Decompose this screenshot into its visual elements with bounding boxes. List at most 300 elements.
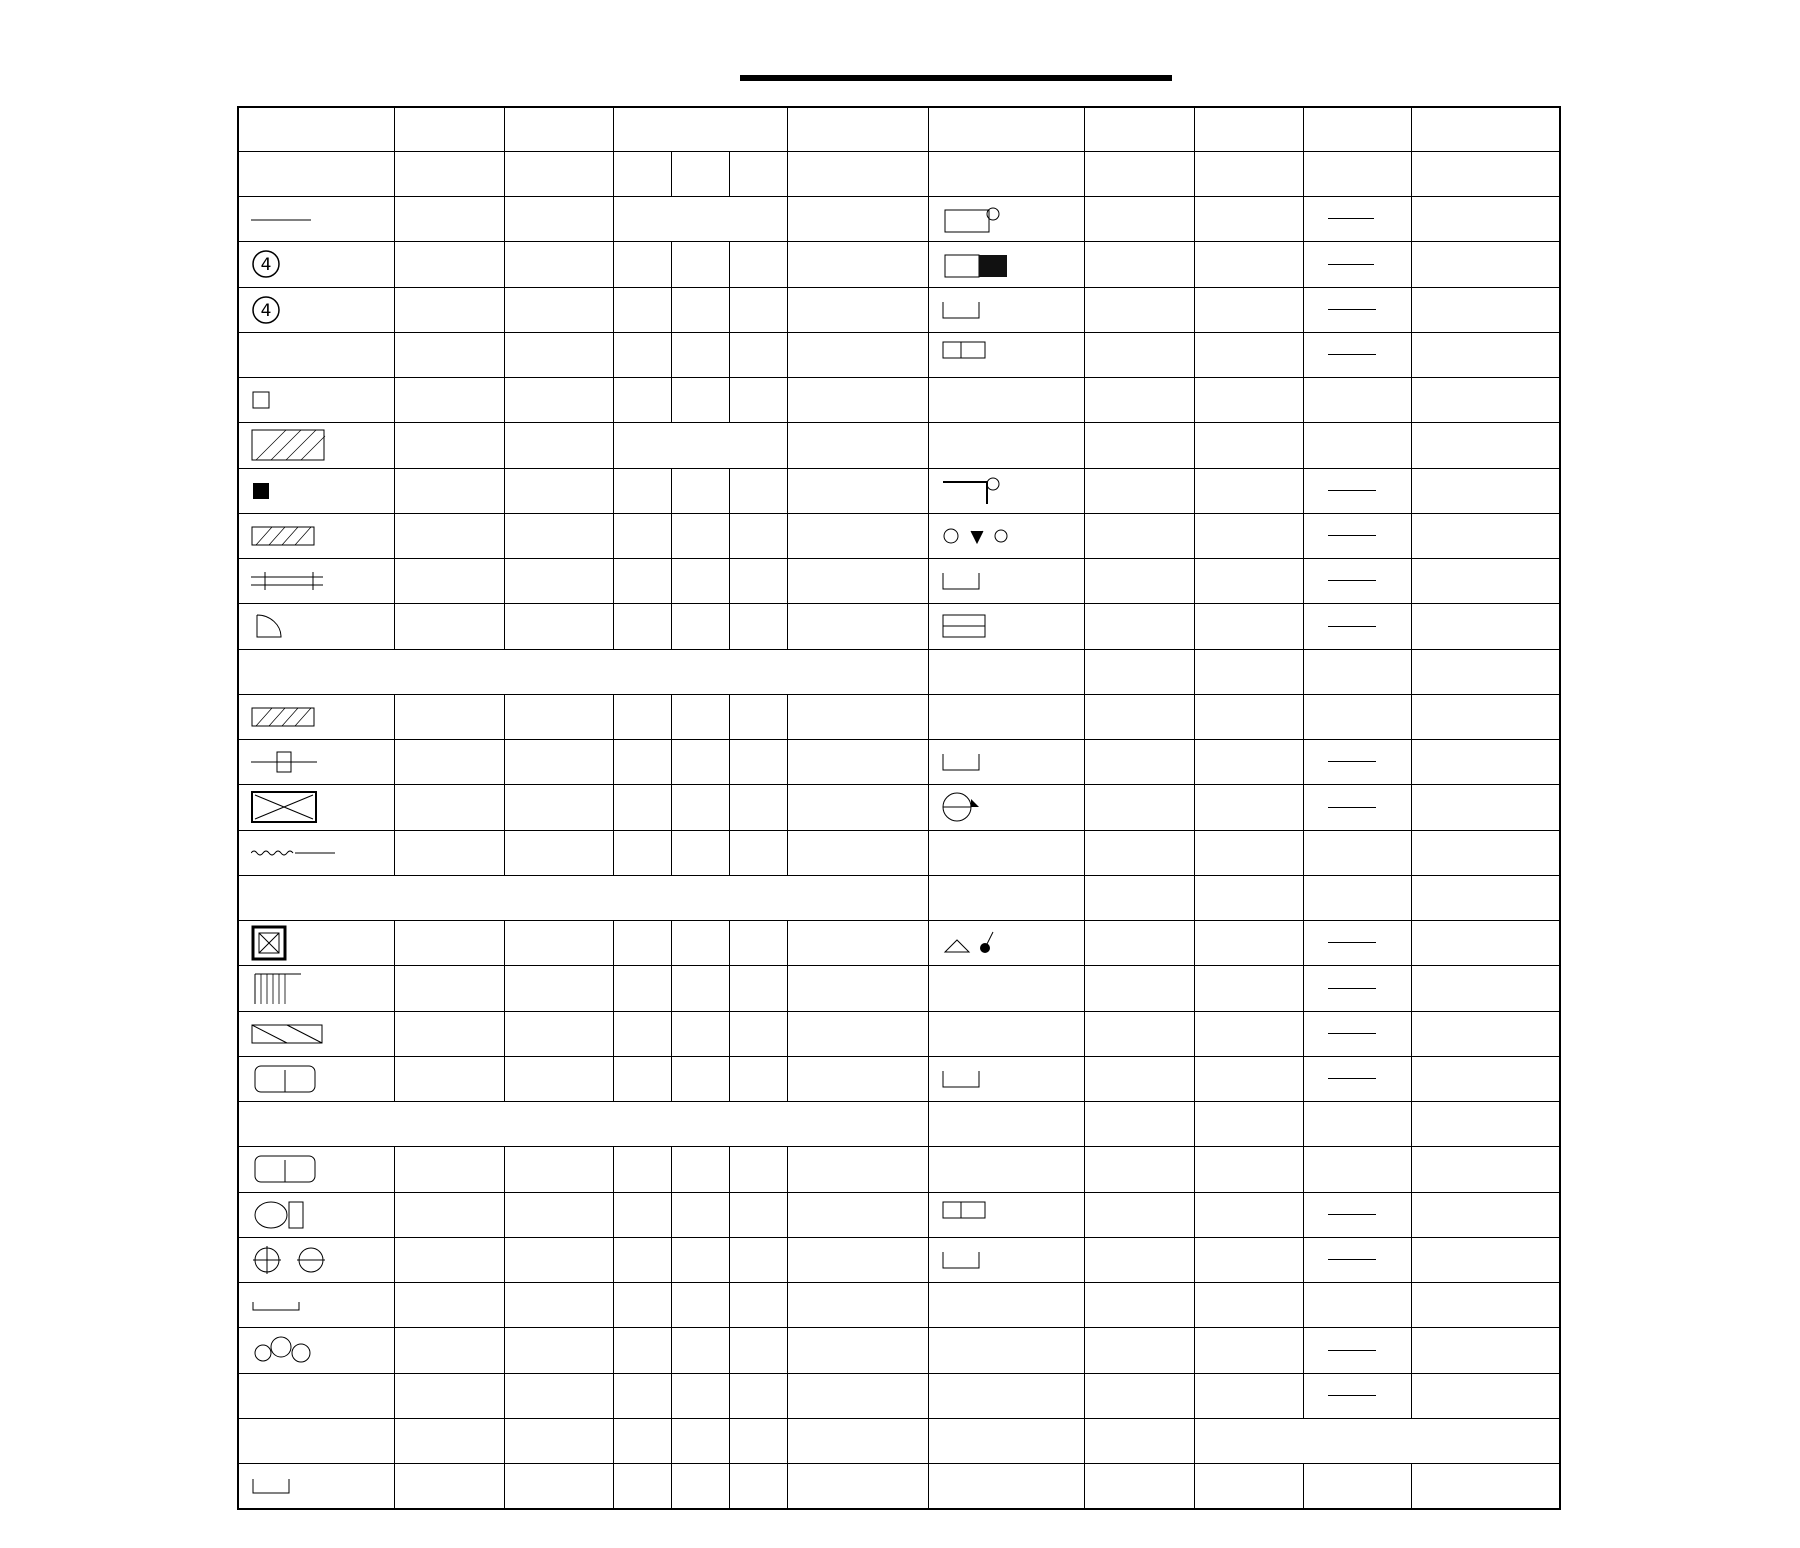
header-layer <box>1195 107 1303 151</box>
row-name <box>238 468 394 513</box>
row-layer <box>505 1328 613 1373</box>
table-row <box>238 921 1560 966</box>
print-top <box>1328 264 1374 265</box>
empty-cell <box>1085 649 1195 694</box>
index-mark-icon <box>941 789 981 825</box>
row-a1 <box>729 1011 787 1056</box>
row-name <box>238 423 394 468</box>
row-color <box>1085 1464 1195 1509</box>
empty-cell <box>1303 1283 1411 1328</box>
row-color <box>394 378 504 423</box>
row-layer <box>1195 1328 1303 1373</box>
section-title <box>238 875 928 920</box>
empty-cell <box>928 378 1084 423</box>
table-row <box>238 1373 1560 1418</box>
row-a3 <box>613 513 671 558</box>
row-name <box>238 966 394 1011</box>
empty-cell <box>1085 1102 1195 1147</box>
row-a2 <box>671 1464 729 1509</box>
row-layer <box>505 1237 613 1282</box>
row-remark <box>788 1147 928 1192</box>
row-name <box>928 785 1084 830</box>
row-a2 <box>671 785 729 830</box>
row-name <box>238 830 394 875</box>
row-print <box>1303 1056 1411 1101</box>
row-color <box>1085 740 1195 785</box>
row-name <box>928 1237 1084 1282</box>
row-color <box>394 423 504 468</box>
row-color <box>1085 1373 1195 1418</box>
row-print <box>1303 785 1411 830</box>
row-a3 <box>613 242 671 287</box>
row-a1 <box>729 1373 787 1418</box>
empty-cell <box>1303 378 1411 423</box>
empty-cell <box>1411 649 1560 694</box>
row-color <box>394 468 504 513</box>
table-row <box>238 740 1560 785</box>
table-row <box>238 1283 1560 1328</box>
row-a2 <box>671 559 729 604</box>
row-color <box>1085 604 1195 649</box>
row-a3 <box>613 1147 671 1192</box>
header-print <box>613 107 788 151</box>
empty-cell <box>1411 378 1560 423</box>
row-a1 <box>729 694 787 739</box>
row-a3 <box>613 287 671 332</box>
print-line-sample <box>1328 490 1376 491</box>
row-remark <box>788 1464 928 1509</box>
empty-cell <box>1085 1147 1195 1192</box>
row-remark <box>1411 1192 1560 1237</box>
row-color <box>1085 1056 1195 1101</box>
row-color <box>394 785 504 830</box>
row-a2 <box>671 513 729 558</box>
row-remark <box>788 694 928 739</box>
row-color <box>394 1283 504 1328</box>
row-a1 <box>729 378 787 423</box>
floor-fill-icon <box>941 247 1011 281</box>
table-row <box>238 649 1560 694</box>
print-line-sample <box>1328 1259 1376 1260</box>
empty-cell <box>1303 830 1411 875</box>
row-print <box>613 423 788 468</box>
row-a3 <box>613 1464 671 1509</box>
row-remark <box>1411 468 1560 513</box>
row-remark <box>788 966 928 1011</box>
empty-cell <box>1085 151 1195 196</box>
row-name <box>238 694 394 739</box>
print-line-sample <box>1328 761 1376 762</box>
row-remark <box>788 378 928 423</box>
row-name <box>928 1418 1084 1463</box>
row-remark <box>1411 1328 1560 1373</box>
table-row <box>238 468 1560 513</box>
table-row <box>238 242 1560 287</box>
row-remark <box>788 1192 928 1237</box>
table-row <box>238 423 1560 468</box>
header-color <box>394 107 504 151</box>
empty-cell <box>1411 694 1560 739</box>
row-print <box>1303 966 1411 1011</box>
row-remark <box>1411 1011 1560 1056</box>
section-title <box>928 423 1084 468</box>
section-title <box>928 1147 1084 1192</box>
axis-number-icon <box>251 295 281 325</box>
empty-cell <box>1085 875 1195 920</box>
row-color <box>1085 966 1195 1011</box>
row-name <box>928 1328 1084 1373</box>
row-remark <box>788 604 928 649</box>
row-a2 <box>671 1373 729 1418</box>
row-layer <box>505 1056 613 1101</box>
section-title <box>928 694 1084 739</box>
page-title <box>740 20 1170 80</box>
row-a2 <box>671 378 729 423</box>
empty-cell <box>1195 875 1303 920</box>
row-remark <box>788 1056 928 1101</box>
row-a2 <box>671 1056 729 1101</box>
table-row <box>238 1102 1560 1147</box>
row-color <box>394 287 504 332</box>
row-remark <box>788 197 928 242</box>
empty-cell <box>505 151 613 196</box>
row-name <box>928 1011 1084 1056</box>
row-name <box>238 1328 394 1373</box>
dimension-icon <box>251 1477 291 1495</box>
row-layer <box>1195 921 1303 966</box>
row-a1 <box>729 921 787 966</box>
row-color <box>394 604 504 649</box>
print-line-sample <box>1328 354 1376 355</box>
row-a3 <box>613 694 671 739</box>
row-a3 <box>613 1328 671 1373</box>
row-layer <box>505 1147 613 1192</box>
row-a2 <box>671 287 729 332</box>
row-layer <box>1195 242 1303 287</box>
row-remark <box>1411 332 1560 377</box>
row-remark <box>788 287 928 332</box>
row-name <box>928 197 1084 242</box>
row-color <box>394 197 504 242</box>
row-layer <box>1195 1373 1303 1418</box>
row-a2 <box>671 1147 729 1192</box>
row-layer <box>1195 966 1303 1011</box>
print-line-sample <box>1328 942 1376 943</box>
dimension-icon <box>941 752 981 772</box>
print-line-sample <box>1328 807 1376 808</box>
ceiling-outline-icon <box>941 476 1001 506</box>
row-name <box>238 513 394 558</box>
row-layer <box>505 423 613 468</box>
header-layer <box>505 107 613 151</box>
empty-cell <box>1303 649 1411 694</box>
row-a1 <box>729 966 787 1011</box>
row-layer <box>1195 1192 1303 1237</box>
row-name <box>238 1418 394 1463</box>
row-color <box>394 1192 504 1237</box>
row-remark <box>788 242 928 287</box>
row-a1 <box>729 1237 787 1282</box>
row-layer <box>1195 740 1303 785</box>
title-underline <box>740 75 1172 81</box>
row-layer <box>505 1192 613 1237</box>
row-name <box>238 1056 394 1101</box>
row-color <box>394 921 504 966</box>
table-row <box>238 875 1560 920</box>
print-line-sample <box>1328 1033 1376 1034</box>
print-line-sample <box>1328 1078 1376 1079</box>
row-remark <box>788 830 928 875</box>
header-remark <box>788 107 928 151</box>
table-row <box>238 332 1560 377</box>
empty-cell <box>1085 378 1195 423</box>
hatch-icon <box>251 429 327 461</box>
row-remark <box>788 921 928 966</box>
print-line-sample <box>1328 1395 1376 1396</box>
row-name <box>238 1237 394 1282</box>
axis-number-icon <box>251 249 281 279</box>
empty-cell <box>928 1102 1084 1147</box>
row-name <box>238 1464 394 1509</box>
row-remark <box>1411 513 1560 558</box>
empty-cell <box>1195 1147 1303 1192</box>
header-row <box>238 107 1560 151</box>
empty-cell <box>1303 1102 1411 1147</box>
empty-cell <box>1195 694 1303 739</box>
row-color <box>394 694 504 739</box>
print-line-sample <box>1328 988 1376 989</box>
row-name <box>238 1011 394 1056</box>
row-a1 <box>729 785 787 830</box>
row-layer <box>505 513 613 558</box>
row-color <box>1085 197 1195 242</box>
row-a3 <box>613 1011 671 1056</box>
row-a2 <box>671 1011 729 1056</box>
lamp-icon <box>251 1243 331 1277</box>
sub-a3 <box>613 151 671 196</box>
row-remark <box>1411 604 1560 649</box>
row-a1 <box>729 242 787 287</box>
row-print <box>1303 242 1411 287</box>
row-name <box>238 242 394 287</box>
row-remark <box>1411 287 1560 332</box>
row-layer <box>1195 1464 1303 1509</box>
row-a2 <box>671 1328 729 1373</box>
empty-cell <box>1195 649 1303 694</box>
empty-cell <box>394 151 504 196</box>
wall-hatch-icon <box>251 525 317 547</box>
row-print <box>1303 1328 1411 1373</box>
table-row <box>238 559 1560 604</box>
svg-text:4: 4 <box>260 300 272 321</box>
row-color <box>394 740 504 785</box>
table-row <box>238 513 1560 558</box>
row-print <box>1303 604 1411 649</box>
row-layer <box>505 1418 613 1463</box>
row-name <box>928 1373 1084 1418</box>
row-layer <box>505 1464 613 1509</box>
row-layer <box>505 1373 613 1418</box>
row-color <box>1085 559 1195 604</box>
row-color <box>394 332 504 377</box>
column-outline-icon <box>251 390 271 410</box>
print-top <box>1328 218 1374 219</box>
row-color <box>1085 332 1195 377</box>
row-a2 <box>671 740 729 785</box>
row-remark <box>788 513 928 558</box>
table-row <box>238 694 1560 739</box>
row-color <box>1085 287 1195 332</box>
row-name <box>928 513 1084 558</box>
row-layer <box>505 921 613 966</box>
row-color <box>1085 1418 1195 1463</box>
floor-outline-icon <box>941 202 1001 236</box>
row-remark <box>1411 966 1560 1011</box>
floor-text-icon <box>941 340 987 370</box>
drapery-icon <box>251 848 335 858</box>
row-a3 <box>613 740 671 785</box>
empty-cell <box>1303 694 1411 739</box>
row-a3 <box>613 1283 671 1328</box>
row-layer <box>505 740 613 785</box>
interior-glass-icon <box>251 749 317 775</box>
header-remark <box>1411 107 1560 151</box>
print-line-sample <box>1328 535 1376 536</box>
row-a2 <box>671 1283 729 1328</box>
table-row <box>238 1192 1560 1237</box>
row-name <box>928 966 1084 1011</box>
toilet-icon <box>251 1198 307 1232</box>
table-row <box>238 1011 1560 1056</box>
row-print <box>613 197 788 242</box>
row-name <box>928 559 1084 604</box>
row-name <box>928 1192 1084 1237</box>
empty-cell <box>1195 423 1303 468</box>
wall-finish-icon <box>251 706 317 728</box>
row-color <box>394 242 504 287</box>
row-a3 <box>613 1192 671 1237</box>
row-remark <box>1411 559 1560 604</box>
row-remark <box>788 1011 928 1056</box>
row-remark <box>1411 1237 1560 1282</box>
row-remark <box>788 559 928 604</box>
row-layer <box>1195 559 1303 604</box>
row-print <box>1303 468 1411 513</box>
section-title <box>928 1283 1084 1328</box>
row-a2 <box>671 1237 729 1282</box>
row-a3 <box>613 921 671 966</box>
row-print <box>1303 332 1411 377</box>
row-layer <box>505 287 613 332</box>
row-layer <box>1195 1011 1303 1056</box>
empty-cell <box>1411 423 1560 468</box>
row-a1 <box>729 332 787 377</box>
ceiling-light-icon <box>941 523 1011 549</box>
row-remark <box>788 1373 928 1418</box>
row-name <box>238 921 394 966</box>
row-a1 <box>729 830 787 875</box>
table-row <box>238 1056 1560 1101</box>
section-title <box>238 1102 928 1147</box>
row-a1 <box>729 513 787 558</box>
row-layer <box>1195 197 1303 242</box>
row-print <box>1303 921 1411 966</box>
row-a1 <box>729 1328 787 1373</box>
row-name <box>928 287 1084 332</box>
row-layer <box>505 604 613 649</box>
axis-line-icon <box>251 216 311 224</box>
row-a3 <box>613 1418 671 1463</box>
plant-icon <box>251 1333 317 1367</box>
row-a1 <box>729 287 787 332</box>
row-layer <box>505 1283 613 1328</box>
table-row <box>238 287 1560 332</box>
section-title <box>238 151 394 196</box>
empty-cell <box>1303 875 1411 920</box>
row-layer <box>1195 604 1303 649</box>
empty-cell <box>1411 1283 1560 1328</box>
table-row <box>238 1237 1560 1282</box>
row-a1 <box>729 1418 787 1463</box>
header-print <box>1303 107 1411 151</box>
row-color <box>1085 1011 1195 1056</box>
empty-cell <box>1411 830 1560 875</box>
empty-cell <box>1411 875 1560 920</box>
empty-cell <box>1085 830 1195 875</box>
row-name <box>238 785 394 830</box>
row-layer <box>1195 513 1303 558</box>
glass-wall-icon <box>251 570 323 592</box>
row-color <box>1085 242 1195 287</box>
row-print <box>1303 1011 1411 1056</box>
row-a2 <box>671 242 729 287</box>
row-color <box>394 966 504 1011</box>
row-name <box>928 1056 1084 1101</box>
row-print <box>1303 740 1411 785</box>
empty-cell <box>928 649 1084 694</box>
row-color <box>394 1464 504 1509</box>
row-layer <box>1195 287 1303 332</box>
row-a2 <box>671 921 729 966</box>
svg-text:4: 4 <box>260 255 272 276</box>
row-a2 <box>671 694 729 739</box>
row-remark <box>788 785 928 830</box>
row-print <box>1303 559 1411 604</box>
row-color <box>394 1237 504 1282</box>
row-remark <box>788 423 928 468</box>
row-name <box>238 559 394 604</box>
elevator-icon <box>251 925 287 961</box>
row-remark <box>788 332 928 377</box>
mep-icon <box>941 928 997 958</box>
row-color <box>1085 513 1195 558</box>
row-name <box>928 1464 1084 1509</box>
row-a1 <box>729 1464 787 1509</box>
table-row <box>238 1328 1560 1373</box>
row-merged-note <box>1195 1418 1560 1463</box>
row-a3 <box>613 1237 671 1282</box>
row-remark <box>1411 785 1560 830</box>
row-name <box>928 242 1084 287</box>
row-a3 <box>613 1373 671 1418</box>
row-a1 <box>729 1147 787 1192</box>
row-a1 <box>729 1056 787 1101</box>
table-row <box>238 830 1560 875</box>
row-remark <box>788 740 928 785</box>
row-layer <box>505 332 613 377</box>
row-color <box>1085 921 1195 966</box>
row-print <box>1303 1192 1411 1237</box>
